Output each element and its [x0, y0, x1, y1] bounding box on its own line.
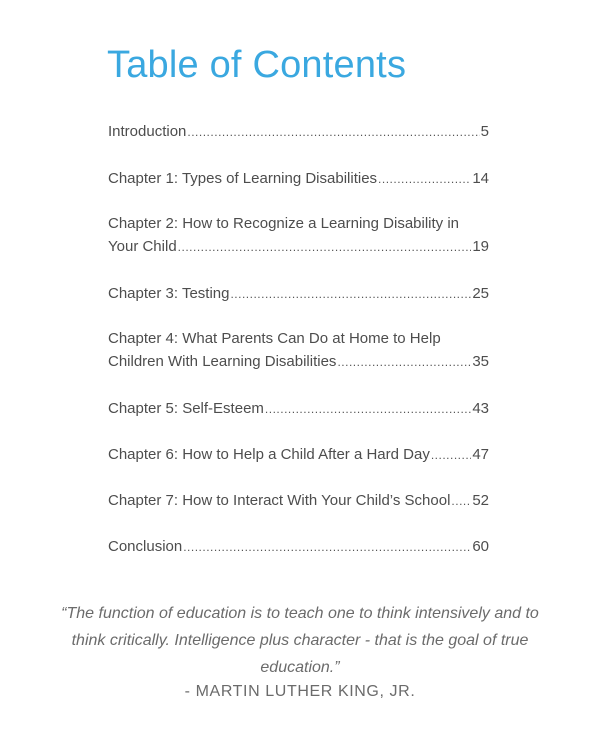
toc-entry-title: Chapter 7: How to Interact With Your Child’s School — [108, 492, 451, 509]
toc-page-number: 5 — [480, 123, 489, 140]
toc-page-number: 52 — [472, 492, 489, 509]
toc-entry-chapter-2 — [108, 212, 489, 259]
dot-leader — [378, 168, 471, 191]
toc-page-number: 60 — [472, 538, 489, 555]
toc-entry-introduction — [108, 120, 489, 144]
dot-leader — [431, 444, 471, 467]
toc-entry-chapter-1 — [108, 167, 489, 191]
toc-entry-chapter-3 — [108, 282, 489, 306]
dot-leader — [187, 121, 479, 144]
dot-leader — [178, 236, 472, 259]
toc-page-number: 35 — [472, 353, 489, 370]
toc-entry-title: Chapter 3: Testing — [108, 285, 230, 302]
dot-leader — [265, 398, 471, 421]
toc-entry-title-continued: Your Child — [108, 238, 177, 255]
toc-entry-title: Chapter 6: How to Help a Child After a Hard Day — [108, 446, 430, 463]
dot-leader — [337, 351, 471, 374]
toc-entry-chapter-7 — [108, 489, 489, 513]
dot-leader — [183, 536, 471, 559]
toc-entry-title: Chapter 2: How to Recognize a Learning Disability in — [108, 215, 460, 232]
toc-page-number: 43 — [472, 400, 489, 417]
toc-entry-chapter-4 — [108, 327, 489, 374]
quote-text: “The function of education is to teach one to think intensively and to think critically. Intelligence plus character - that is the goal of true education.” — [61, 605, 539, 676]
toc-entry-title: Chapter 5: Self-Esteem — [108, 400, 264, 417]
toc-entry-title-continued: Children With Learning Disabilities — [108, 353, 337, 370]
toc-entry-chapter-5 — [108, 397, 489, 421]
toc-page-number: 47 — [472, 446, 489, 463]
toc-entry-title: Chapter 4: What Parents Can Do at Home to Help — [108, 330, 441, 347]
toc-page-number: 14 — [472, 170, 489, 187]
toc-entry-title: Conclusion — [108, 538, 183, 555]
toc-entry-title: Introduction — [108, 123, 187, 140]
toc-page-number: 19 — [472, 238, 489, 255]
toc-entry-title: Chapter 1: Types of Learning Disabilities — [108, 170, 378, 187]
toc-entry-conclusion — [108, 535, 489, 559]
page-title: Table of Contents — [107, 44, 407, 86]
dot-leader — [451, 490, 471, 513]
toc-page-number: 25 — [472, 285, 489, 302]
dot-leader — [230, 283, 471, 306]
quote-author: - MARTIN LUTHER KING, JR. — [184, 683, 416, 700]
toc-entry-chapter-6 — [108, 443, 489, 467]
